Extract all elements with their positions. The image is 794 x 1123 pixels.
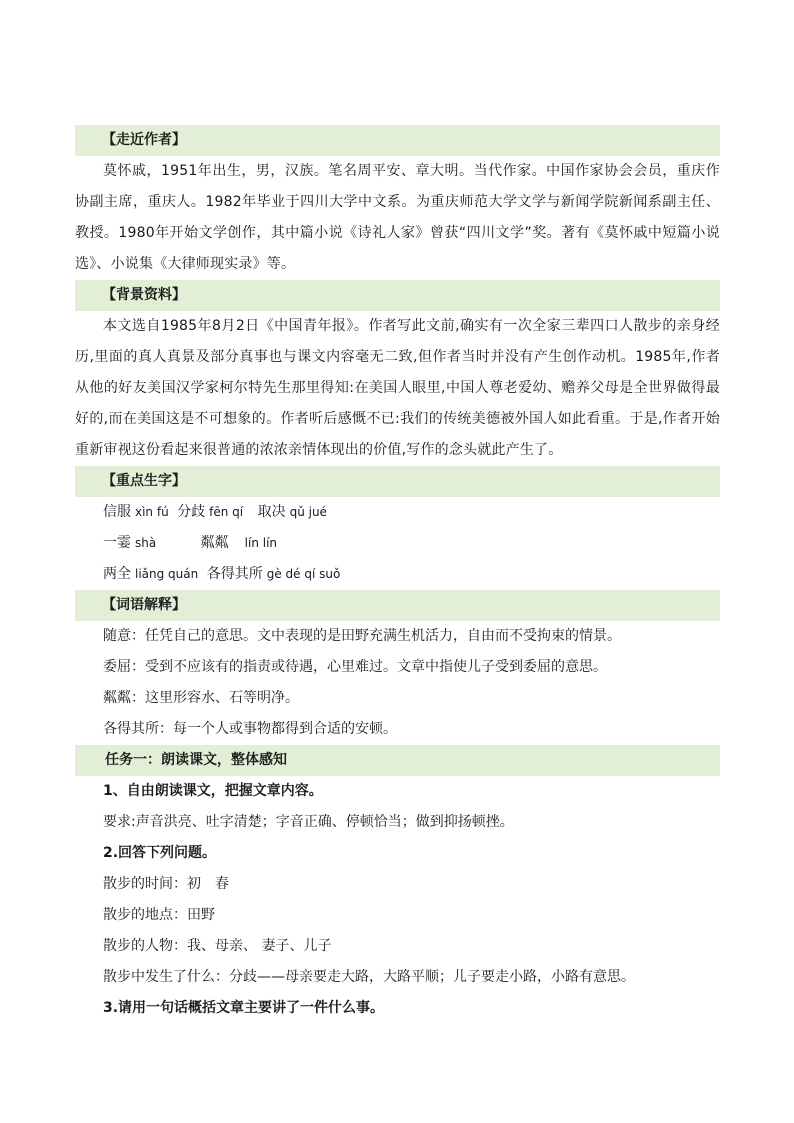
section-heading-background: 【背景资料】 [75,280,720,311]
vocab-pinyin: fēn qí [209,505,244,519]
task-question-1-requirement: 要求:声音洪亮、吐字清楚；字音正确、停顿恰当；做到抑扬顿挫。 [103,814,514,830]
task-heading: 任务一：朗读课文，整体感知 [75,745,720,776]
glossary-item: 粼粼：这里形容水、石等明净。 [103,690,299,706]
vocab-word: 信服 [103,504,131,520]
author-paragraph: 莫怀戚，1951年出生，男，汉族。笔名周平安、章大明。当代作家。中国作家协会会员，重庆作协副主席，重庆人。1982年毕业于四川大学中文系。为重庆师范大学文学与新闻学院新闻系副主任、教授。1980年开始文学创作，其中篇小说《诗礼人家》曾获“四川文学”奖。著有《莫怀戚中短篇小说选》、小说集《大律师现实录》等。 [75,163,720,272]
vocab-word: 一霎 [103,535,131,551]
answer-place: 散步的地点：田野 [103,907,215,923]
glossary-item: 随意：任凭自己的意思。文中表现的是田野充满生机活力，自由而不受拘束的情景。 [103,628,621,644]
vocab-pinyin: lín lín [244,536,278,550]
task-question-3: 3.请用一句话概括文章主要讲了一件什么事。 [103,1000,385,1016]
answer-people: 散步的人物：我、母亲、 妻子、儿子 [103,938,332,954]
glossary-item: 委屈：受到不应该有的指责或待遇，心里难过。文章中指使儿子受到委屈的意思。 [103,659,607,675]
section-heading-glossary: 【词语解释】 [75,590,720,621]
background-paragraph: 本文选自1985年8月2日《中国青年报》。作者写此文前,确实有一次全家三辈四口人散步的亲身经历,里面的真人真景及部分真事也与课文内容毫无二致,但作者当时并没有产生创作动机。1985年,作者从他的好友美国汉学家柯尔特先生那里得知:在美国人眼里,中国人尊老爱幼、赡养父母是全世界做得最好的,而在美国这是不可想象的。作者听后感慨不已:我们的传统美德被外国人如此看重。于是,作者开始重新审视这份看起来很普通的浓浓亲情体现出的价值,写作的念头就此产生了。 [75,318,720,458]
vocab-row-1 [75,497,720,528]
vocab-row-2 [75,528,720,559]
section-heading-author: 【走近作者】 [75,125,720,156]
section-heading-vocab: 【重点生字】 [75,466,720,497]
task-question-2: 2.回答下列问题。 [103,845,217,861]
task-question-1: 1、自由朗读课文，把握文章内容。 [103,783,323,799]
vocab-word: 取决 [257,504,286,520]
vocab-pinyin: liǎng quán [135,567,199,581]
worksheet-page [75,125,720,1024]
vocab-word: 分歧 [177,504,206,520]
answer-time: 散步的时间：初 春 [103,876,229,892]
glossary-item: 各得其所：每一个人或事物都得到合适的安顿。 [103,721,397,737]
vocab-word: 两全 [103,566,131,582]
vocab-word: 粼粼 [200,535,229,551]
vocab-row-3 [75,559,720,590]
vocab-pinyin: gè dé qí suǒ [266,567,341,581]
vocab-pinyin: qǔ jué [289,505,327,519]
vocab-pinyin: xìn fú [135,505,169,519]
vocab-word: 各得其所 [206,566,263,582]
vocab-pinyin: shà [135,536,157,550]
answer-event: 散步中发生了什么：分歧——母亲要走大路，大路平顺；儿子要走小路，小路有意思。 [103,969,635,985]
